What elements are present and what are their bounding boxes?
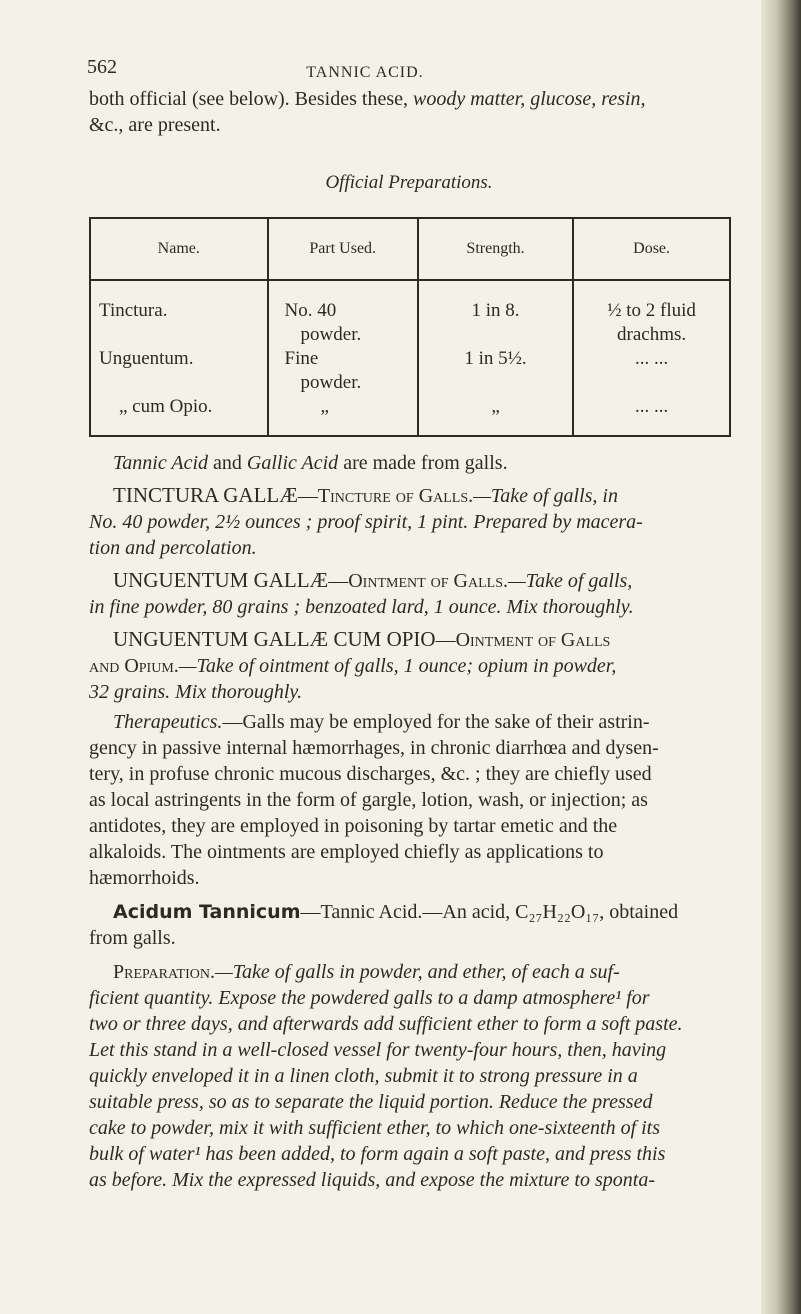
heading-tinctura: TINCTURA GALLÆ — [113, 483, 298, 507]
text-line — [89, 1115, 729, 1141]
text-run: tion and percolation. — [89, 537, 257, 559]
table-cell: „ — [320, 396, 329, 417]
paragraph-tannic-gallic — [89, 450, 729, 476]
page-edge-shadow — [761, 0, 801, 1314]
italic-term: Gallic Acid — [246, 452, 339, 474]
column-header-strength: Strength. — [418, 218, 573, 280]
intro-text: both official (see below). Besides these, — [89, 88, 413, 110]
text-line — [89, 985, 729, 1011]
text-run: are made from galls. — [338, 452, 508, 474]
table-cell: Unguentum. — [99, 348, 194, 369]
column-header-part: Part Used. — [268, 218, 418, 280]
page-number: 562 — [87, 56, 117, 78]
text-run: —Take of galls, in — [473, 485, 618, 507]
text-line — [89, 509, 729, 535]
text-line: from galls. — [89, 927, 176, 949]
text-run: — — [297, 485, 318, 507]
text-run: Let this stand in a well-closed vessel for twenty-four hours, then, having — [89, 1039, 667, 1061]
table-cell: No. 40 — [284, 300, 337, 321]
table-cell — [427, 323, 564, 347]
dose-column — [573, 280, 730, 436]
text-line — [89, 1011, 729, 1037]
table-header-row — [90, 218, 730, 280]
text-run: and — [208, 452, 247, 474]
column-header-dose: Dose. — [573, 218, 730, 280]
text-line — [89, 1063, 729, 1089]
text-line — [89, 653, 729, 679]
text-run: as before. Mix the expressed liquids, and expose the mixture to sponta- — [89, 1169, 655, 1191]
text-run: cake to powder, mix it with sufficient ether, to which one-sixteenth of its — [89, 1117, 661, 1139]
preparation-name: Tincture of Galls. — [317, 485, 474, 507]
preparation-name: —Ointment of Galls. — [328, 570, 509, 592]
table-cell: „ — [491, 396, 500, 417]
table-cell — [582, 371, 721, 395]
paragraph-tinctura — [89, 482, 729, 509]
text-line: alkaloids. The ointments are employed chiefly as applications to — [89, 841, 604, 863]
text-line: hæmorrhoids. — [89, 867, 200, 889]
table-cell: drachms. — [617, 324, 687, 345]
table-cell: ... ... — [634, 348, 669, 369]
text-run: —Galls may be employed for the sake of their astrin- — [222, 711, 650, 733]
table-cell: Tinctura. — [99, 300, 168, 321]
paragraph-acidum-tannicum — [89, 899, 729, 925]
paragraph-unguentum-opio — [89, 626, 729, 653]
text-line — [89, 1167, 729, 1193]
text-line — [89, 679, 729, 705]
paragraph-unguentum — [89, 567, 729, 594]
table-cell — [99, 371, 259, 395]
therapeutics-label: Therapeutics. — [113, 711, 223, 733]
running-head: TANNIC ACID. — [306, 64, 424, 81]
text-run: ficient quantity. Expose the powdered galls to a damp atmosphere¹ for — [89, 987, 650, 1009]
section-title: Official Preparations. — [325, 172, 493, 193]
strength-column — [418, 280, 573, 436]
table-cell — [427, 371, 564, 395]
text-run: quickly enveloped it in a linen cloth, submit it to strong pressure in a — [89, 1065, 638, 1087]
text-run: —Take of ointment of galls, 1 ounce; opium in powder, — [178, 655, 617, 677]
column-header-name: Name. — [90, 218, 268, 280]
heading-acidum-tannicum: Acidum Tannicum — [113, 901, 301, 923]
text-run: —Tannic Acid.—An acid, C₂₇H₂₂O₁₇, obtained — [300, 901, 679, 923]
text-line: antidotes, they are employed in poisoning by tartar emetic and the — [89, 815, 618, 837]
table-cell: ½ to 2 fluid — [607, 300, 696, 321]
paragraph-therapeutics — [89, 709, 729, 735]
table-cell: Fine — [284, 348, 319, 369]
text-run: —Take of galls in powder, and ether, of each a suf- — [214, 961, 620, 983]
text-run: bulk of water¹ has been added, to form again a soft paste, and press this — [89, 1143, 666, 1165]
text-line: as local astringents in the form of gargle, lotion, wash, or injection; as — [89, 789, 648, 811]
text-run: 32 grains. Mix thoroughly. — [89, 681, 303, 703]
table-body-row — [90, 280, 730, 436]
italic-term: Tannic Acid — [113, 452, 209, 474]
text-run: —Take of galls, — [508, 570, 633, 592]
table-cell: powder. — [300, 324, 362, 345]
text-line: gency in passive internal hæmorrhages, in chronic diarrhœa and dysen- — [89, 737, 659, 759]
part-column — [268, 280, 418, 436]
table-cell: „ cum Opio. — [119, 396, 213, 417]
preparation-name: and Opium. — [89, 655, 179, 677]
intro-text-end: &c., are present. — [89, 114, 221, 136]
table-cell: powder. — [300, 372, 362, 393]
paragraph-preparation — [89, 959, 729, 985]
body-text — [89, 450, 729, 1193]
text-line — [89, 1089, 729, 1115]
name-column — [90, 280, 268, 436]
heading-unguentum: UNGUENTUM GALLÆ — [113, 568, 329, 592]
text-line — [89, 535, 729, 561]
preparations-table — [89, 217, 731, 437]
table-cell — [99, 323, 259, 347]
table-cell: 1 in 8. — [471, 300, 520, 321]
table-cell: 1 in 5½. — [464, 348, 527, 369]
table-cell: ... ... — [634, 396, 669, 417]
heading-unguentum-opio: UNGUENTUM GALLÆ CUM OPIO — [113, 627, 436, 651]
text-run: two or three days, and afterwards add sufficient ether to form a soft paste. — [89, 1013, 683, 1035]
text-line — [89, 1141, 729, 1167]
preparation-name: —Ointment of Galls — [435, 629, 611, 651]
text-run: suitable press, so as to separate the liquid portion. Reduce the pressed — [89, 1091, 653, 1113]
text-line — [89, 1037, 729, 1063]
text-run: No. 40 powder, 2½ ounces ; proof spirit, 1 pint. Prepared by macera- — [89, 511, 643, 533]
preparation-label: Preparation. — [113, 961, 215, 983]
intro-paragraph — [89, 86, 729, 138]
text-run: in fine powder, 80 grains ; benzoated lard, 1 ounce. Mix thoroughly. — [89, 596, 634, 618]
intro-italic-list: woody matter, glucose, resin, — [412, 88, 646, 110]
text-line: tery, in profuse chronic mucous discharges, &c. ; they are chiefly used — [89, 763, 652, 785]
text-line — [89, 594, 729, 620]
